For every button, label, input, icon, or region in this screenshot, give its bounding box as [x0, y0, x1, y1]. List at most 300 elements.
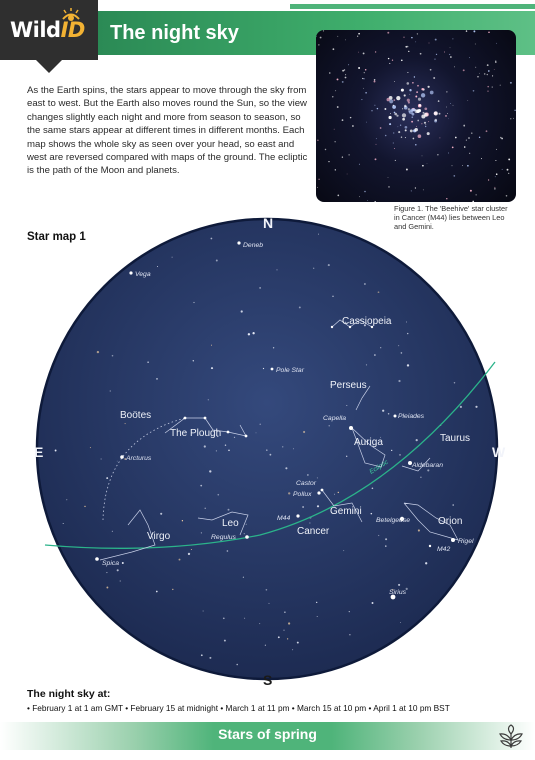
- photo-star: [388, 186, 390, 188]
- star-label-deneb: Deneb: [243, 242, 264, 249]
- photo-star: [475, 67, 476, 68]
- photo-star: [367, 200, 368, 201]
- photo-star: [415, 144, 417, 146]
- background-star: [252, 332, 254, 334]
- photo-star: [513, 118, 514, 119]
- photo-star: [401, 89, 404, 92]
- background-star: [399, 454, 401, 456]
- photo-star: [361, 99, 362, 100]
- background-star: [427, 469, 429, 471]
- background-star: [346, 456, 347, 457]
- photo-star: [494, 187, 495, 188]
- background-star: [372, 602, 374, 604]
- photo-star: [403, 37, 404, 38]
- background-star: [317, 505, 319, 507]
- photo-star: [389, 123, 391, 125]
- named-star-dot: [120, 455, 124, 459]
- photo-star: [358, 52, 359, 53]
- photo-star: [398, 126, 399, 127]
- star-label-betelgeuse: Betelgeuse: [376, 517, 411, 524]
- photo-star: [447, 113, 448, 114]
- background-star: [288, 622, 290, 624]
- photo-star: [450, 47, 451, 48]
- constellation-taurus: Taurus: [440, 433, 471, 444]
- named-star-dot: [451, 538, 455, 542]
- photo-star: [390, 113, 391, 114]
- section-title: Stars of spring: [218, 726, 317, 742]
- photo-star: [448, 118, 449, 119]
- background-star: [284, 612, 285, 613]
- photo-star: [414, 128, 417, 131]
- photo-star: [467, 165, 469, 167]
- background-star: [398, 584, 400, 586]
- background-star: [97, 351, 99, 353]
- photo-star: [496, 173, 498, 175]
- background-star: [407, 333, 408, 334]
- photo-star: [393, 99, 395, 101]
- background-star: [188, 553, 190, 555]
- photo-star: [329, 72, 330, 73]
- background-star: [292, 649, 293, 650]
- background-star: [63, 523, 64, 524]
- star-label-pleiades: Pleiades: [398, 413, 425, 420]
- background-star: [398, 345, 399, 346]
- photo-star: [350, 117, 351, 118]
- background-star: [287, 638, 288, 639]
- background-star: [371, 513, 373, 515]
- photo-star: [409, 89, 411, 91]
- photo-star: [507, 169, 509, 171]
- photo-star: [344, 69, 345, 70]
- photo-star: [437, 154, 438, 155]
- background-star: [307, 474, 308, 475]
- photo-star: [388, 58, 389, 59]
- photo-star: [398, 131, 400, 133]
- photo-star: [466, 30, 467, 31]
- photo-star: [374, 105, 375, 106]
- photo-star: [347, 174, 348, 175]
- photo-star: [411, 121, 413, 123]
- background-star: [283, 630, 284, 631]
- photo-star: [424, 107, 427, 110]
- photo-star: [425, 124, 426, 125]
- background-star: [179, 559, 181, 561]
- background-star: [332, 296, 333, 297]
- photo-star: [495, 60, 496, 61]
- photo-star: [449, 54, 450, 55]
- photo-star: [418, 98, 421, 101]
- photo-star: [405, 129, 407, 131]
- background-star: [84, 506, 85, 507]
- photo-star: [342, 156, 343, 157]
- background-star: [302, 506, 304, 508]
- photo-star: [484, 73, 486, 75]
- background-star: [228, 509, 230, 511]
- photo-star: [419, 104, 421, 106]
- photo-star: [415, 187, 416, 188]
- photo-star: [402, 108, 403, 109]
- photo-star: [357, 36, 358, 37]
- background-star: [299, 306, 301, 308]
- photo-star: [448, 153, 449, 154]
- header-accent-strip: [290, 4, 535, 9]
- background-star: [66, 499, 67, 500]
- background-star: [227, 550, 229, 552]
- photo-star: [487, 74, 488, 75]
- background-star: [156, 591, 158, 593]
- photo-star: [417, 120, 419, 122]
- photo-star: [348, 154, 349, 155]
- background-star: [313, 268, 314, 269]
- constellation-virgo: Virgo: [147, 531, 171, 542]
- photo-star: [375, 51, 376, 52]
- background-star: [388, 413, 390, 415]
- photo-star: [487, 64, 489, 66]
- photo-star: [385, 135, 387, 137]
- background-star: [244, 533, 245, 534]
- background-star: [157, 266, 158, 267]
- background-star: [156, 378, 158, 380]
- photo-star: [506, 195, 508, 197]
- background-star: [391, 450, 392, 451]
- photo-star: [318, 179, 319, 180]
- star-label-aldebaran: Aldebaran: [412, 462, 443, 469]
- background-star: [216, 260, 218, 262]
- photo-star: [388, 116, 391, 119]
- star-label-pollux: Pollux: [293, 491, 312, 498]
- photo-star: [421, 123, 422, 124]
- photo-star: [429, 43, 430, 44]
- photo-star: [450, 103, 451, 104]
- photo-star: [405, 46, 407, 48]
- photo-star: [364, 72, 365, 73]
- photo-star: [473, 90, 475, 92]
- photo-star: [345, 74, 346, 75]
- photo-star: [463, 125, 465, 127]
- photo-star: [332, 96, 333, 97]
- background-star: [259, 287, 261, 289]
- photo-star: [375, 158, 377, 160]
- background-star: [172, 257, 173, 258]
- background-star: [236, 664, 238, 666]
- background-star: [382, 410, 384, 412]
- photo-star: [393, 142, 394, 143]
- photo-star: [486, 130, 488, 132]
- constellation-gemini: Gemini: [330, 506, 362, 517]
- photo-star: [348, 64, 349, 65]
- photo-star: [513, 200, 515, 202]
- named-star-dot: [245, 535, 249, 539]
- photo-star: [325, 149, 326, 150]
- background-star: [378, 535, 379, 536]
- photo-star: [408, 110, 410, 112]
- photo-star: [464, 146, 466, 148]
- photo-star: [424, 122, 426, 124]
- photo-star: [496, 149, 497, 150]
- named-star-dot: [95, 557, 99, 561]
- photo-star: [508, 158, 510, 160]
- background-star: [398, 380, 400, 382]
- named-star-dot: [296, 514, 299, 517]
- compass-south: S: [263, 672, 273, 688]
- photo-star: [462, 165, 463, 166]
- named-star-dot: [237, 241, 240, 244]
- background-star: [117, 569, 119, 571]
- photo-star: [450, 56, 452, 58]
- photo-star: [446, 91, 447, 92]
- background-star: [318, 234, 319, 235]
- constellation-orion: Orion: [438, 516, 463, 527]
- named-star-dot: [321, 489, 324, 492]
- background-star: [223, 617, 225, 619]
- star-label-vega: Vega: [135, 271, 151, 278]
- compass-west: W: [492, 444, 506, 460]
- photo-star: [446, 198, 447, 199]
- background-star: [147, 362, 148, 363]
- photo-star: [334, 129, 335, 130]
- background-star: [407, 364, 409, 366]
- background-star: [260, 424, 261, 425]
- photo-star: [371, 110, 372, 111]
- photo-star: [415, 96, 417, 98]
- photo-star: [408, 101, 410, 103]
- photo-star: [416, 91, 418, 93]
- photo-star: [466, 140, 467, 141]
- photo-star: [335, 90, 336, 91]
- star-label-regulus: Regulus: [211, 534, 236, 541]
- photo-star: [425, 126, 426, 127]
- constellation-leo: Leo: [222, 518, 239, 529]
- photo-star: [316, 36, 317, 37]
- photo-star: [374, 81, 376, 83]
- photo-star: [421, 88, 423, 90]
- background-star: [378, 291, 380, 293]
- constellation-auriga: Auriga: [354, 437, 383, 448]
- photo-star: [494, 69, 495, 70]
- star-label-m42: M42: [437, 546, 451, 553]
- star-label-pole-star: Pole Star: [276, 367, 304, 374]
- photo-star: [317, 139, 319, 141]
- photo-star: [345, 77, 347, 79]
- background-star: [182, 520, 183, 521]
- background-star: [285, 467, 287, 469]
- photo-star: [374, 201, 375, 202]
- background-star: [112, 355, 114, 357]
- background-star: [282, 446, 283, 447]
- photo-star: [318, 44, 319, 45]
- background-star: [460, 406, 462, 408]
- background-star: [288, 492, 290, 494]
- background-star: [316, 602, 317, 603]
- figure-caption: Figure 1. The 'Beehive' star cluster in Cancer (M44) lies between Leo and Gemini.: [394, 204, 508, 232]
- photo-star: [417, 85, 419, 87]
- photo-star: [415, 109, 416, 110]
- photo-star: [412, 82, 414, 84]
- photo-star: [423, 190, 424, 191]
- photo-star: [444, 51, 445, 52]
- photo-star: [358, 67, 360, 69]
- photo-star: [455, 137, 457, 139]
- photo-star: [407, 99, 410, 102]
- background-star: [329, 425, 330, 426]
- background-star: [343, 550, 344, 551]
- photo-star: [364, 191, 366, 193]
- photo-star: [473, 30, 475, 32]
- photo-star: [352, 125, 354, 127]
- photo-star: [434, 111, 438, 115]
- photo-star: [393, 105, 394, 106]
- photo-star: [402, 118, 405, 121]
- star-label-spica: Spica: [102, 560, 120, 567]
- background-star: [172, 589, 173, 590]
- beehive-cluster-photo: [316, 30, 516, 202]
- named-star-dot: [349, 426, 353, 430]
- photo-star: [376, 144, 377, 145]
- background-star: [266, 449, 268, 451]
- background-star: [248, 333, 250, 335]
- background-star: [406, 322, 407, 323]
- page-title: The night sky: [110, 22, 239, 44]
- background-star: [380, 347, 381, 348]
- background-star: [328, 264, 330, 266]
- background-star: [385, 538, 387, 540]
- named-star-dot: [227, 431, 230, 434]
- star-label-capella: Capella: [323, 415, 347, 422]
- constellation-perseus: Perseus: [330, 380, 367, 391]
- photo-star: [494, 188, 495, 189]
- background-star: [234, 437, 235, 438]
- background-star: [372, 488, 374, 490]
- photo-star: [479, 137, 480, 138]
- photo-star: [376, 138, 377, 139]
- background-star: [209, 470, 211, 472]
- photo-star: [405, 126, 408, 129]
- photo-star: [359, 196, 360, 197]
- background-star: [225, 444, 226, 445]
- photo-star: [428, 121, 429, 122]
- background-star: [338, 492, 339, 493]
- star-label-arcturus: Arcturus: [126, 455, 152, 462]
- photo-star: [477, 76, 479, 78]
- photo-star: [401, 60, 403, 62]
- night-sky-at-heading: The night sky at:: [27, 688, 111, 700]
- compass-north: N: [263, 215, 274, 231]
- photo-star: [389, 63, 390, 64]
- background-star: [208, 399, 209, 400]
- background-star: [401, 352, 403, 354]
- photo-star: [401, 136, 402, 137]
- photo-star: [467, 100, 468, 101]
- background-star: [270, 454, 272, 456]
- background-star: [273, 347, 274, 348]
- named-star-dot: [129, 271, 132, 274]
- photo-star: [366, 122, 367, 123]
- background-star: [241, 310, 243, 312]
- constellation-bootes: Boötes: [120, 410, 152, 421]
- photo-star: [392, 60, 393, 61]
- background-star: [120, 580, 121, 581]
- background-star: [193, 360, 194, 361]
- background-star: [216, 450, 217, 451]
- photo-star: [342, 119, 344, 121]
- photo-star: [495, 160, 496, 161]
- intro-paragraph: As the Earth spins, the stars appear to move through the sky from east to west. But the Earth also moves round the Sun, so the view changes slightly each night and more from season to season, so the same stars appear at different times in different months. Each map shows the whole sky as seen over your head, so east and west are reversed compared with maps of the ground. The ecliptic is the path of the Moon and planets.: [27, 85, 308, 177]
- constellation-cancer: Cancer: [297, 526, 330, 537]
- photo-star: [358, 33, 360, 35]
- background-star: [278, 636, 280, 638]
- photo-star: [405, 137, 406, 138]
- photo-star: [492, 87, 493, 88]
- photo-star: [433, 77, 435, 79]
- photo-star: [323, 30, 324, 31]
- star-label-rigel: Rigel: [458, 538, 474, 545]
- background-star: [101, 459, 102, 460]
- background-star: [263, 368, 264, 369]
- photo-star: [409, 94, 410, 95]
- compass-east: E: [34, 444, 44, 460]
- background-star: [191, 549, 192, 550]
- photo-star: [430, 91, 434, 95]
- photo-star: [436, 54, 437, 55]
- background-star: [106, 477, 108, 479]
- photo-star: [411, 116, 413, 118]
- background-star: [204, 445, 206, 447]
- background-star: [317, 616, 318, 617]
- background-star: [265, 645, 266, 646]
- photo-star: [418, 134, 422, 138]
- photo-star: [502, 169, 503, 170]
- photo-star: [469, 153, 470, 154]
- background-star: [400, 622, 401, 623]
- photo-star: [421, 93, 425, 97]
- background-star: [416, 439, 418, 441]
- photo-star: [453, 175, 455, 177]
- photo-star: [435, 39, 437, 41]
- photo-star: [413, 138, 415, 140]
- background-star: [125, 423, 126, 424]
- background-star: [334, 494, 335, 495]
- background-star: [246, 524, 247, 525]
- photo-star: [452, 147, 454, 149]
- photo-star: [514, 110, 515, 111]
- photo-star: [363, 78, 364, 79]
- photo-star: [410, 129, 413, 132]
- viewing-dates: • February 1 at 1 am GMT • February 15 at midnight • March 1 at 11 pm • March 15 at 10 pm • April 1 at 10 pm BST: [27, 703, 450, 713]
- photo-star: [333, 48, 335, 50]
- photo-star: [380, 127, 382, 129]
- photo-star: [363, 52, 365, 54]
- background-star: [244, 618, 245, 619]
- background-star: [203, 611, 204, 612]
- photo-star: [406, 169, 408, 171]
- background-star: [418, 529, 420, 531]
- star-label-m44: M44: [277, 515, 291, 522]
- photo-star: [402, 113, 406, 117]
- background-star: [224, 640, 226, 642]
- photo-star: [452, 38, 453, 39]
- photo-star: [365, 69, 367, 71]
- star-map-label: Star map 1: [27, 231, 86, 243]
- photo-star: [430, 69, 432, 71]
- photo-star: [377, 108, 378, 109]
- photo-star: [387, 98, 390, 101]
- background-star: [349, 611, 350, 612]
- background-star: [209, 657, 211, 659]
- photo-star: [500, 85, 501, 86]
- constellation-plough: The Plough: [170, 428, 222, 439]
- photo-star: [471, 132, 472, 133]
- photo-star: [335, 169, 336, 170]
